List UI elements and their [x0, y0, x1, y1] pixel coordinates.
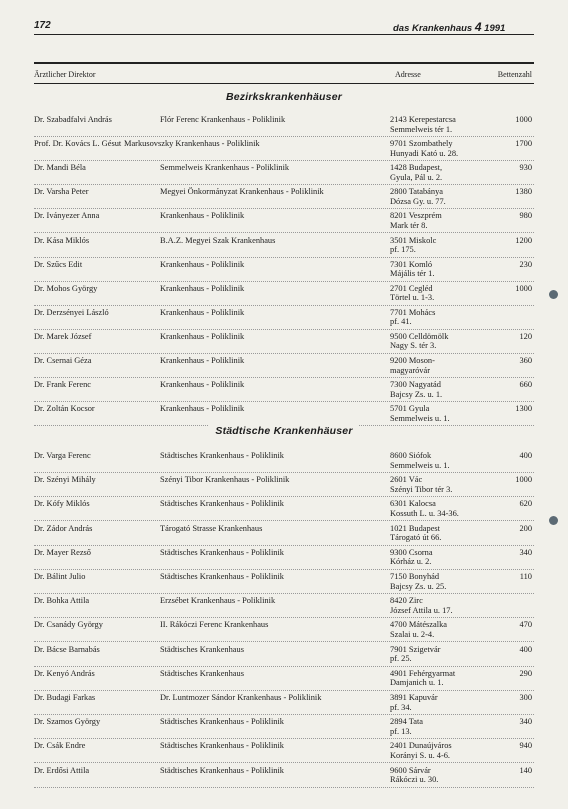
- address-line-1: 2800 Tatabánya: [390, 187, 443, 197]
- address-line-1: 7901 Szigetvár: [390, 644, 441, 654]
- director-name: Dr. Szabadfalvi András: [34, 115, 112, 124]
- address-line-2: pf. 34.: [390, 702, 412, 712]
- address-line-2: magyaróvár: [390, 365, 430, 375]
- hospital-name: Krankenhaus - Poliklinik: [160, 380, 245, 390]
- address-line-2: Semmelweis u. 1.: [390, 413, 450, 423]
- hospital-name: Krankenhaus - Poliklinik: [160, 404, 245, 414]
- address-line-2: Bajcsy Zs. u. 25.: [390, 581, 447, 591]
- hospital-address: [390, 236, 500, 255]
- row-divider: [34, 617, 534, 618]
- binder-hole: [549, 290, 558, 299]
- director-name: Dr. Marek József: [34, 331, 92, 341]
- director-name: Dr. Erdősi Attila: [34, 765, 90, 775]
- hospital-name: Städtisches Krankenhaus: [160, 644, 244, 654]
- address-line-2: Törtel u. 1-3.: [390, 293, 435, 303]
- hospital-address: [390, 380, 500, 399]
- address-line-1: 9701 Szombathely: [390, 139, 453, 149]
- hospital-address: [390, 572, 500, 591]
- hospital-name: B.A.Z. Megyei Szak Krankenhaus: [160, 235, 276, 245]
- hospital-address: [390, 332, 500, 351]
- director-name: Dr. Bácse Barnabás: [34, 644, 100, 654]
- hospital-name: Krankenhaus - Poliklinik: [160, 259, 245, 269]
- column-header-rule: [34, 83, 534, 84]
- bed-count: 1200: [515, 235, 532, 245]
- director-name: Dr. Frank Ferenc: [34, 380, 91, 390]
- binder-hole: [549, 516, 558, 525]
- address-line-1: 1021 Budapest: [390, 523, 441, 533]
- running-header: [393, 20, 505, 34]
- hospital-name: Erzsébet Krankenhaus - Poliklinik: [160, 596, 276, 606]
- hospital-address: [390, 693, 500, 712]
- hospital-address: [390, 669, 500, 688]
- row-divider: [34, 641, 534, 642]
- bed-count: 940: [519, 741, 532, 751]
- address-line-2: Bajcsy Zs. u. 1.: [390, 389, 443, 399]
- row-divider: [34, 257, 534, 258]
- address-line-1: 3501 Miskolc: [390, 235, 437, 245]
- bed-count: 230: [519, 259, 532, 269]
- address-line-2: Damjanich u. 1.: [390, 678, 444, 688]
- hospital-address: [390, 139, 500, 158]
- address-line-2: Korányi S. u. 4-6.: [390, 750, 451, 760]
- hospital-address: [390, 308, 500, 327]
- address-line-1: 2894 Tata: [390, 717, 423, 727]
- header-rule: [34, 34, 534, 35]
- hospital-name: II. Rákóczi Ferenc Krankenhaus: [160, 620, 269, 630]
- hospital-address: [390, 475, 500, 494]
- address-line-2: Dózsa Gy. u. 77.: [390, 196, 446, 206]
- column-header-director: Ärztlicher Direktor: [34, 70, 96, 79]
- journal-title: das Krankenhaus: [393, 23, 473, 34]
- address-line-1: 5701 Gyula: [390, 404, 430, 414]
- bed-count: 340: [519, 717, 532, 727]
- row-divider: [34, 401, 534, 402]
- hospital-name: Städtisches Krankenhaus: [160, 668, 244, 678]
- address-line-1: 6301 Kalocsa: [390, 499, 436, 509]
- address-line-1: 8420 Zirc: [390, 596, 423, 606]
- row-divider: [34, 714, 534, 715]
- hospital-address: [390, 717, 500, 736]
- bed-count: 660: [519, 380, 532, 390]
- row-divider: [34, 136, 534, 137]
- hospital-name: Szényi Tibor Krankenhaus - Poliklinik: [160, 475, 290, 485]
- bed-count: 1380: [515, 187, 532, 197]
- address-line-1: 7701 Mohács: [390, 307, 436, 317]
- address-line-1: 7301 Komló: [390, 259, 433, 269]
- hospital-address: [390, 766, 500, 785]
- address-line-1: 1428 Budapest,: [390, 163, 443, 173]
- address-line-1: 2143 Kerepestarcsa: [390, 115, 456, 124]
- bed-count: 200: [519, 523, 532, 533]
- row-divider: [34, 545, 534, 546]
- hospital-name: Semmelweis Krankenhaus - Poliklinik: [160, 163, 290, 173]
- address-line-1: 9300 Csorna: [390, 547, 433, 557]
- bed-count: 1300: [515, 404, 532, 414]
- address-line-2: pf. 25.: [390, 654, 412, 664]
- address-line-2: Tárogató út 66.: [390, 533, 442, 543]
- director-name: Dr. Zoltán Kocsor: [34, 404, 95, 414]
- row-divider: [34, 353, 534, 354]
- bed-count: 1000: [515, 283, 532, 293]
- row-divider: [34, 208, 534, 209]
- director-name: Dr. Kása Miklós: [34, 235, 90, 245]
- bed-count: 340: [519, 547, 532, 557]
- hospital-name: Städtisches Krankenhaus - Poliklinik: [160, 547, 284, 557]
- hospital-name: Tárogató Strasse Krankenhaus: [160, 523, 263, 533]
- address-line-2: Szalai u. 2-4.: [390, 629, 435, 639]
- row-divider: [34, 666, 534, 667]
- director-name: Dr. Mandi Béla: [34, 163, 86, 173]
- hospital-name: Markusovszky Krankenhaus - Poliklinik: [124, 139, 260, 149]
- row-divider: [34, 377, 534, 378]
- director-name: Dr. Csanády György: [34, 620, 103, 630]
- hospital-address: [390, 548, 500, 567]
- hospital-name: Krankenhaus - Poliklinik: [160, 283, 245, 293]
- hospital-address: [390, 187, 500, 206]
- row-divider: [34, 496, 534, 497]
- director-name: Dr. Szamos György: [34, 717, 101, 727]
- address-line-1: 2701 Cegléd: [390, 283, 433, 293]
- issue-number: 4: [474, 20, 482, 34]
- page-number: 172: [34, 20, 51, 31]
- address-line-2: Nagy S. tér 3.: [390, 341, 437, 351]
- address-line-1: 9600 Sárvár: [390, 765, 431, 775]
- row-divider: [34, 160, 534, 161]
- row-divider: [34, 472, 534, 473]
- bed-count: 400: [519, 644, 532, 654]
- hospital-address: [390, 284, 500, 303]
- hospital-name: Flór Ferenc Krankenhaus - Poliklinik: [160, 115, 286, 124]
- row-divider: [34, 281, 534, 282]
- hospital-name: Städtisches Krankenhaus - Poliklinik: [160, 717, 284, 727]
- address-line-2: Gyula, Pál u. 2.: [390, 172, 443, 182]
- hospital-name: Städtisches Krankenhaus - Poliklinik: [160, 765, 284, 775]
- hospital-address: [390, 260, 500, 279]
- row-divider: [34, 762, 534, 763]
- bed-count: 290: [519, 668, 532, 678]
- bed-count: 400: [519, 451, 532, 460]
- address-line-2: Kossuth L. u. 34-36.: [390, 508, 459, 518]
- director-name: Dr. Varga Ferenc: [34, 451, 91, 460]
- address-line-1: 8201 Veszprém: [390, 211, 442, 221]
- section-title: Städtische Krankenhäuser: [209, 425, 358, 437]
- address-line-2: pf. 175.: [390, 245, 416, 255]
- hospital-address: [390, 524, 500, 543]
- bed-count: 1700: [515, 139, 532, 149]
- hospital-address: [390, 741, 500, 760]
- address-line-1: 2401 Dunaújváros: [390, 741, 452, 751]
- address-line-1: 7150 Bonyhád: [390, 572, 440, 581]
- address-line-2: pf. 13.: [390, 726, 412, 736]
- director-name: Dr. Derzsényei László: [34, 307, 109, 317]
- section-heading: [0, 91, 568, 103]
- hospital-address: [390, 356, 500, 375]
- bed-count: 1000: [515, 115, 532, 124]
- address-line-2: Mark tér 8.: [390, 220, 428, 230]
- row-divider: [34, 232, 534, 233]
- column-header-beds: Bettenzahl: [497, 70, 532, 79]
- row-divider: [34, 569, 534, 570]
- bed-count: 360: [519, 356, 532, 365]
- hospital-address: [390, 499, 500, 518]
- address-line-1: 4901 Fehérgyarmat: [390, 668, 456, 678]
- director-name: Prof. Dr. Kovács L. Gésut: [34, 139, 122, 149]
- bed-count: 120: [519, 331, 532, 341]
- address-line-2: Kórház u. 2.: [390, 557, 432, 567]
- director-name: Dr. Szűcs Edit: [34, 259, 83, 269]
- row-divider: [34, 520, 534, 521]
- director-name: Dr. Varsha Peter: [34, 187, 89, 197]
- row-divider: [34, 184, 534, 185]
- hospital-name: Krankenhaus - Poliklinik: [160, 356, 245, 365]
- hospital-address: [390, 115, 500, 134]
- bed-count: 470: [519, 620, 532, 630]
- hospital-name: Städtisches Krankenhaus - Poliklinik: [160, 741, 284, 751]
- director-name: Dr. Csák Endre: [34, 741, 86, 751]
- row-divider: [34, 329, 534, 330]
- director-name: Dr. Mayer Rezső: [34, 547, 91, 557]
- director-name: Dr. Csernai Géza: [34, 356, 92, 365]
- director-name: Dr. Zádor András: [34, 523, 93, 533]
- table-top-rule: [34, 62, 534, 64]
- address-line-2: Szényi Tibor tér 3.: [390, 484, 453, 494]
- section-title: Bezirkskrankenhäuser: [220, 91, 348, 103]
- hospital-name: Krankenhaus - Poliklinik: [160, 307, 245, 317]
- bed-count: 110: [519, 572, 532, 581]
- director-name: Dr. Budagi Farkas: [34, 693, 96, 702]
- address-line-2: Májális tér 1.: [390, 269, 435, 279]
- bed-count: 980: [519, 211, 532, 221]
- address-line-2: József Attila u. 17.: [390, 605, 453, 615]
- address-line-1: 8600 Siófok: [390, 451, 432, 460]
- director-name: Dr. Kófy Miklós: [34, 499, 90, 509]
- hospital-address: [390, 451, 500, 470]
- row-divider: [34, 738, 534, 739]
- address-line-1: 2601 Vác: [390, 475, 423, 485]
- hospital-address: [390, 163, 500, 182]
- hospital-name: Städtisches Krankenhaus - Poliklinik: [160, 451, 284, 460]
- issue-year: 1991: [484, 23, 506, 34]
- director-name: Dr. Bálint Julio: [34, 572, 86, 581]
- bed-count: 930: [519, 163, 532, 173]
- hospital-address: [390, 620, 500, 639]
- section-heading: [0, 425, 568, 437]
- hospital-address: [390, 596, 500, 615]
- address-line-2: Semmelweis tér 1.: [390, 124, 453, 134]
- address-line-2: Hunyadi Kató u. 28.: [390, 148, 459, 158]
- hospital-name: Krankenhaus - Poliklinik: [160, 331, 245, 341]
- address-line-1: 3891 Kapuvár: [390, 693, 438, 702]
- address-line-2: Semmelweis u. 1.: [390, 460, 450, 470]
- bed-count: 300: [519, 693, 532, 702]
- row-divider: [34, 690, 534, 691]
- address-line-1: 4700 Mátészalka: [390, 620, 447, 630]
- director-name: Dr. Mohos György: [34, 283, 98, 293]
- address-line-2: pf. 41.: [390, 317, 412, 327]
- bed-count: 620: [519, 499, 532, 509]
- director-name: Dr. Kenyó András: [34, 668, 95, 678]
- bed-count: 1000: [515, 475, 532, 485]
- hospital-address: [390, 404, 500, 423]
- director-name: Dr. Szényi Mihály: [34, 475, 96, 485]
- director-name: Dr. Iványezer Anna: [34, 211, 100, 221]
- hospital-address: [390, 645, 500, 664]
- column-header-address: Adresse: [395, 70, 421, 79]
- row-divider: [34, 593, 534, 594]
- hospital-name: Krankenhaus - Poliklinik: [160, 211, 245, 221]
- hospital-name: Dr. Luntmozer Sándor Krankenhaus - Poliklinik: [160, 693, 322, 702]
- hospital-address: [390, 211, 500, 230]
- director-name: Dr. Bohka Attila: [34, 596, 90, 606]
- address-line-1: 7300 Nagyatád: [390, 380, 441, 390]
- hospital-name: Megyei Önkormányzat Krankenhaus - Poliklinik: [160, 187, 324, 197]
- hospital-name: Städtisches Krankenhaus - Poliklinik: [160, 572, 284, 581]
- bed-count: 140: [519, 765, 532, 775]
- row-divider: [34, 305, 534, 306]
- address-line-1: 9200 Moson-: [390, 356, 435, 365]
- hospital-name: Städtisches Krankenhaus - Poliklinik: [160, 499, 284, 509]
- address-line-2: Rákóczi u. 30.: [390, 775, 439, 785]
- row-divider: [34, 787, 534, 788]
- address-line-1: 9500 Celldömölk: [390, 331, 449, 341]
